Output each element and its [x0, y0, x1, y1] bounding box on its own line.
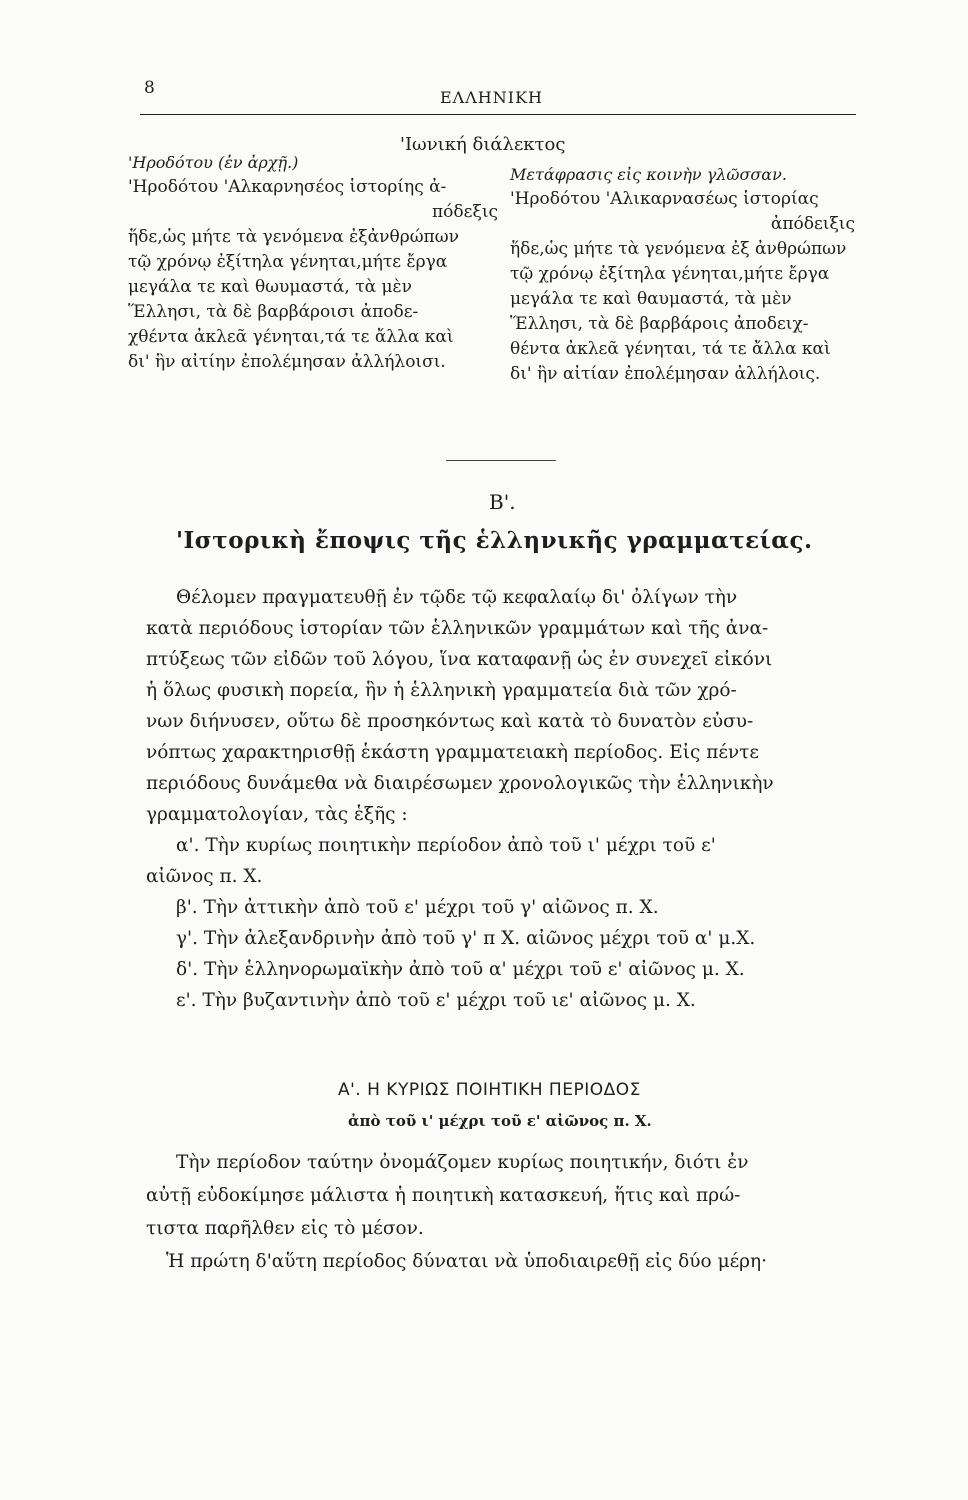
- section-mark: Β'.: [489, 490, 516, 514]
- page-header: [140, 78, 860, 118]
- period-list-item: ε'. Τὴν βυζαντινὴν ἀπὸ τοῦ ε' μέχρι τοῦ ιε' αἰῶνος μ. Χ.: [176, 990, 696, 1011]
- text-line: δι' ἣν αἰτίην ἐπολέμησαν ἀλλήλοισι.: [128, 352, 446, 372]
- section-title: 'Ιστορικὴ ἔποψις τῆς ἑλληνικῆς γραμματείας.: [176, 527, 813, 554]
- paragraph-line: νόπτως χαρακτηρισθῇ ἑκάστη γραμματειακὴ περίοδος. Εἰς πέντε: [146, 742, 760, 763]
- column-heading: 'Ηροδότου (ἐν ἀρχῇ.): [128, 153, 299, 172]
- translation-column: [510, 162, 855, 387]
- original-text-column: [128, 150, 498, 375]
- text-line: ἀπόδειξις: [770, 214, 855, 234]
- period-list-item: γ'. Τὴν ἀλεξανδρινὴν ἀπὸ τοῦ γ' π Χ. αἰῶνος μέχρι τοῦ α' μ.Χ.: [176, 928, 756, 949]
- text-line: τῷ χρόνῳ ἐξίτηλα γένηται,μήτε ἔργα: [128, 252, 448, 272]
- text-line: δι' ἣν αἰτίαν ἐπολέμησαν ἀλλήλοις.: [510, 364, 821, 384]
- period-description: [146, 1146, 866, 1278]
- text-line: 'Ηροδότου 'Αλικαρνασέως ἱστορίας: [510, 189, 819, 209]
- text-line: τῷ χρόνῳ ἐξίτηλα γένηται,μήτε ἔργα: [510, 264, 830, 284]
- paragraph-line: γραμματολογίαν, τὰς ἑξῆς :: [146, 804, 408, 825]
- section-body: [146, 582, 866, 1016]
- column-heading: Μετάφρασις εἰς κοινὴν γλῶσσαν.: [510, 165, 787, 184]
- period-list-item-continuation: αἰῶνος π. Χ.: [146, 866, 263, 887]
- page-number: 8: [144, 78, 155, 98]
- header-rule: [140, 114, 856, 115]
- paragraph-line: νων διήνυσεν, οὕτω δὲ προσηκόντως καὶ κατὰ τὸ δυνατὸν εὐσυ-: [146, 711, 754, 732]
- period-heading: Α'. Η ΚΥΡΙΩΣ ΠΟΙΗΤΙΚΗ ΠΕΡΙΟΔΟΣ: [338, 1080, 641, 1100]
- paragraph-line: τιστα παρῆλθεν εἰς τὸ μέσον.: [146, 1218, 424, 1239]
- text-line: ἥδε,ὡς μήτε τὰ γενόμενα ἐξ ἀνθρώπων: [510, 239, 847, 259]
- text-line: 'Ηροδότου 'Αλκαρνησέος ἱστορίης ἀ-: [128, 177, 447, 197]
- period-list-item: δ'. Τὴν ἑλληνορωμαϊκὴν ἀπὸ τοῦ α' μέχρι τοῦ ε' αἰῶνος μ. Χ.: [176, 959, 745, 980]
- text-line: μεγάλα τε καὶ θαυμαστά, τὰ μὲν: [510, 289, 792, 309]
- paragraph-line: Θέλομεν πραγματευθῇ ἐν τῷδε τῷ κεφαλαίῳ δι' ὀλίγων τὴν: [176, 587, 738, 608]
- text-line: μεγάλα τε καὶ θωυμαστά, τὰ μὲν: [128, 277, 412, 297]
- text-line: χθέντα ἀκλεᾶ γένηται,τά τε ἄλλα καὶ: [128, 327, 454, 347]
- text-line: πόδεξις: [432, 202, 498, 222]
- section-divider: [446, 460, 556, 461]
- period-subheading: ἀπὸ τοῦ ι' μέχρι τοῦ ε' αἰῶνος π. Χ.: [348, 1112, 652, 1130]
- running-title: ΕΛΛΗΝΙΚΗ: [440, 88, 543, 107]
- paragraph-line: Τὴν περίοδον ταύτην ὀνομάζομεν κυρίως ποιητικήν, διότι ἐν: [176, 1152, 749, 1173]
- text-line: Ἕλλησι, τὰ δὲ βαρβάροις ἀποδειχ-: [510, 314, 809, 334]
- period-list-item: β'. Τὴν ἀττικὴν ἀπὸ τοῦ ε' μέχρι τοῦ γ' αἰῶνος π. Χ.: [176, 897, 659, 918]
- text-line: θέντα ἀκλεᾶ γένηται, τά τε ἄλλα καὶ: [510, 339, 831, 359]
- dialect-label: 'Ιωνική διάλεκτος: [400, 134, 566, 155]
- paragraph-line: Ἡ πρώτη δ'αὕτη περίοδος δύναται νὰ ὑποδιαιρεθῇ εἰς δύο μέρη·: [166, 1251, 768, 1272]
- text-line: Ἕλλησι, τὰ δὲ βαρβάροισι ἀποδε-: [128, 302, 419, 322]
- paragraph-line: ἡ ὅλως φυσικὴ πορεία, ἣν ἡ ἑλληνικὴ γραμματεία διὰ τῶν χρό-: [146, 680, 737, 701]
- paragraph-line: αὐτῇ εὐδοκίμησε μάλιστα ἡ ποιητικὴ κατασκευή, ἥτις καὶ πρώ-: [146, 1185, 741, 1206]
- paragraph-line: κατὰ περιόδους ἱστορίαν τῶν ἑλληνικῶν γραμμάτων καὶ τῆς ἀνα-: [146, 618, 769, 639]
- paragraph-line: πτύξεως τῶν εἰδῶν τοῦ λόγου, ἵνα καταφανῇ ὡς ἐν συνεχεῖ εἰκόνι: [146, 649, 773, 670]
- paragraph-line: περιόδους δυνάμεθα νὰ διαιρέσωμεν χρονολογικῶς τὴν ἑλληνικὴν: [146, 773, 774, 794]
- period-list-item: α'. Τὴν κυρίως ποιητικὴν περίοδον ἀπὸ τοῦ ι' μέχρι τοῦ ε': [176, 835, 716, 856]
- text-line: ἥδε,ὡς μήτε τὰ γενόμενα ἐξἀνθρώπων: [128, 227, 459, 247]
